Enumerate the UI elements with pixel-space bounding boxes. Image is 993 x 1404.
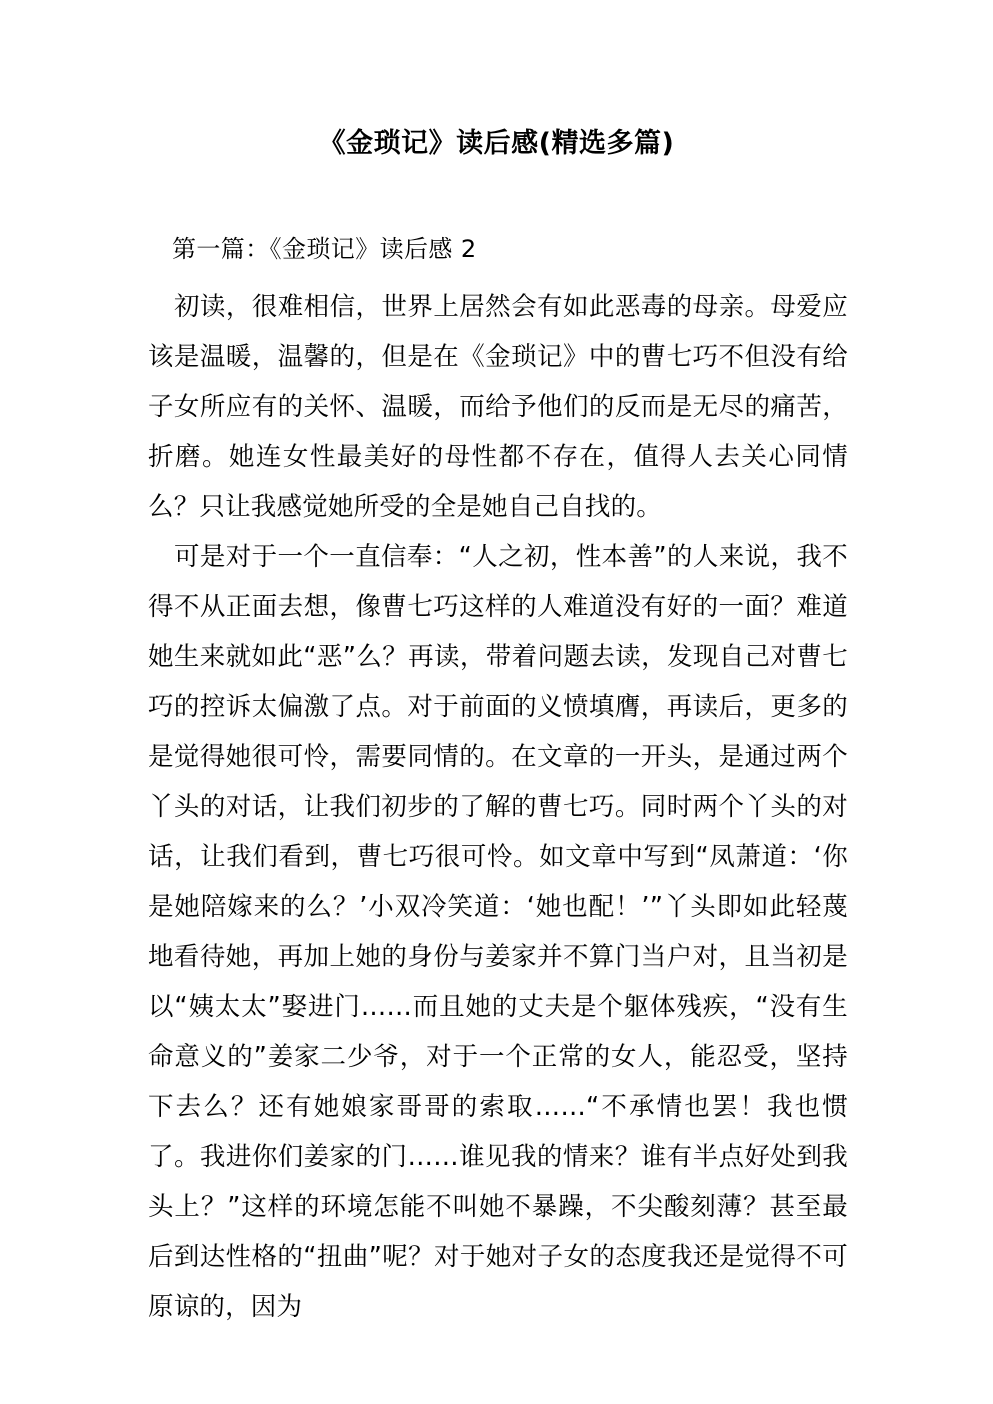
paragraph-1: 初读，很难相信，世界上居然会有如此恶毒的母亲。母爱应该是温暖，温馨的，但是在《金琐记》中的曹七巧不但没有给子女所应有的关怀、温暖，而给予他们的反而是无尽的痛苦，折磨。她连女性最美好的母性都不存在，值得人去关心同情么？只让我感觉她所受的全是她自己自找的。 bbox=[148, 292, 848, 522]
document-body bbox=[148, 228, 848, 1332]
section-label: 第一篇：《金琐记》读后感 2 bbox=[172, 235, 477, 263]
paragraph-2: 可是对于一个一直信奉：“人之初，性本善”的人来说，我不得不从正面去想，像曹七巧这样的人难道没有好的一面？难道她生来就如此“恶”么？再读，带着问题去读，发现自己对曹七巧的控诉太偏激了点。对于前面的义愤填膺，再读后，更多的是觉得她很可怜，需要同情的。在文章的一开头，是通过两个丫头的对话，让我们初步的了解的曹七巧。同时两个丫头的对话，让我们看到，曹七巧很可怜。如文章中写到“凤萧道：‘你是她陪嫁来的么？’小双冷笑道：‘她也配！’”丫头即如此轻蔑地看待她，再加上她的身份与姜家并不算门当户对，且当初是以“姨太太”娶进门……而且她的丈夫是个躯体残疾，“没有生命意义的”姜家二少爷，对于一个正常的女人，能忍受，坚持下去么？还有她娘家哥哥的索取……“不承情也罢！我也惯了。我进你们姜家的门……谁见我的情来？谁有半点好处到我头上？”这样的环境怎能不叫她不暴躁，不尖酸刻薄？甚至最后到达性格的“扭曲”呢？对于她对子女的态度我还是觉得不可原谅的，因为 bbox=[148, 542, 848, 1322]
page-title: 《金琐记》读后感(精选多篇) bbox=[318, 128, 675, 159]
